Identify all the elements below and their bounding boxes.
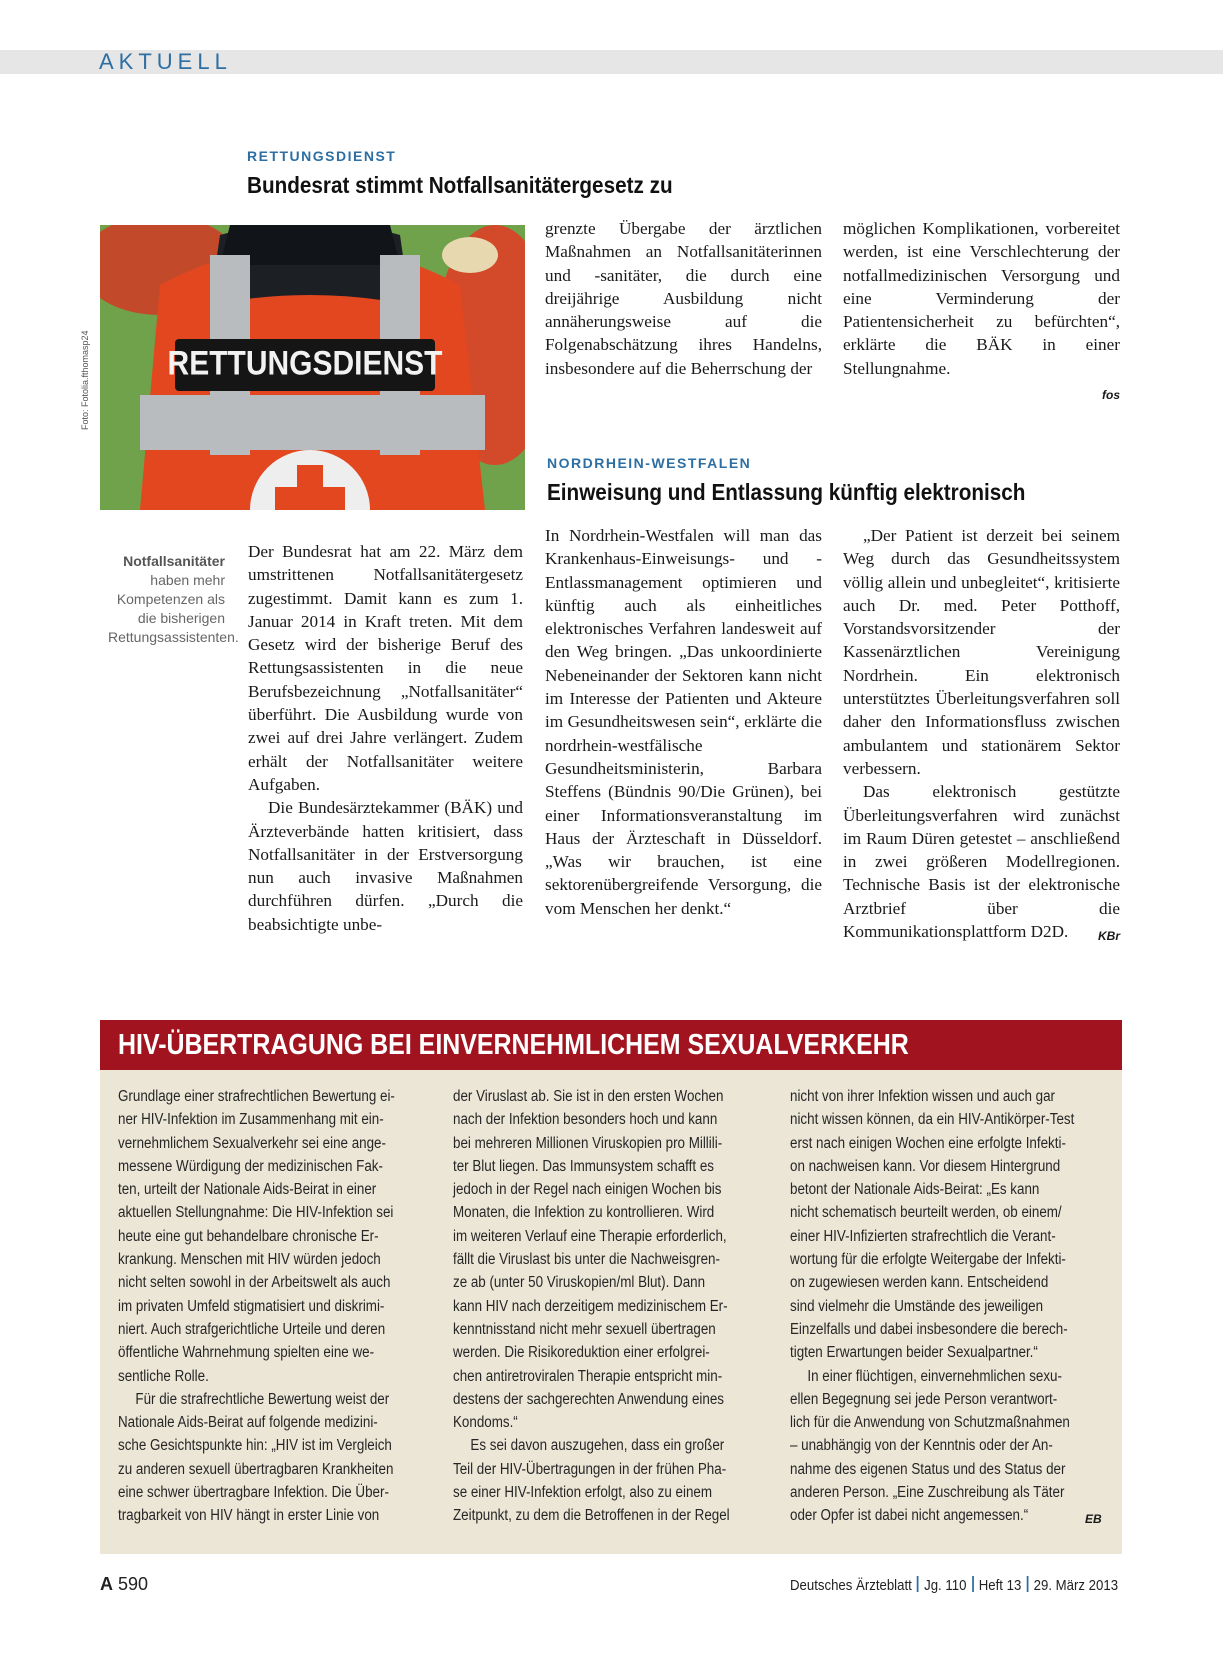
info-box-line: nicht selten sowohl in der Arbeitswelt als auch bbox=[118, 1274, 391, 1292]
article2-column-1 bbox=[545, 524, 822, 920]
info-box-column-2 bbox=[453, 1085, 763, 1528]
info-box-line: Teil der HIV-Übertragungen in der frühen Pha- bbox=[453, 1460, 727, 1478]
info-box-line: messene Würdigung der medizinischen Fak- bbox=[118, 1157, 383, 1175]
article1-column-3 bbox=[843, 217, 1120, 407]
info-box-title: HIV-ÜBERTRAGUNG BEI EINVERNEHMLICHEM SEXUALVERKEHR bbox=[118, 1029, 909, 1061]
info-box-line: Einzelfalls und dabei insbesondere die berech- bbox=[790, 1320, 1068, 1338]
info-box-line: zu anderen sexuell übertragbaren Krankheiten bbox=[118, 1460, 394, 1478]
article2-col2-paragraph-2: Das elektronisch gestützte Überleitungsverfahren wird zunächst im Raum Düren getestet – anschließend in zwei größeren Modellregionen. Technische Basis ist der elektronische Arztbrief über die Kommunikationsplattform D2D. bbox=[843, 782, 1120, 942]
info-box-line: ner HIV-Infektion im Zusammenhang mit ein- bbox=[118, 1111, 384, 1129]
info-box-line: kenntnisstand nicht mehr sexuell übertragen bbox=[453, 1320, 716, 1338]
article1-headline: Bundesrat stimmt Notfallsanitätergesetz zu bbox=[247, 172, 673, 198]
section-label: AKTUELL bbox=[99, 49, 232, 74]
info-box-line: krankung. Menschen mit HIV würden jedoch bbox=[118, 1251, 381, 1269]
info-box-line: aktuellen Stellungnahme: Die HIV-Infektion sei bbox=[118, 1204, 394, 1222]
info-box-line: Zeitpunkt, zu dem die Betroffenen in der Regel bbox=[453, 1507, 730, 1525]
info-box-line: niert. Auch strafgerichtliche Urteile und deren bbox=[118, 1320, 386, 1338]
info-box-line: Monaten, die Infektion zu kontrollieren. Wird bbox=[453, 1204, 715, 1222]
info-box-line: vernehmlichem Sexualverkehr sei eine ange- bbox=[118, 1134, 386, 1152]
footer-journal: Deutsches Ärzteblatt bbox=[790, 1577, 912, 1594]
info-box-line: heute eine gut behandelbare chronische Er- bbox=[118, 1227, 379, 1245]
article1-col3-paragraph: möglichen Komplikationen, vorbereitet werden, ist eine Verschlechterung der notfallmedizinischen Versorgung und eine Verminderung der Patientensicherheit zu befürchten“, erklärte die BÄK in einer Stellungnahme. bbox=[843, 219, 1120, 378]
info-box-line: destens der sachgerechten Anwendung eines bbox=[453, 1390, 724, 1408]
footer-date: 29. März 2013 bbox=[1033, 1577, 1119, 1594]
info-box-line: jedoch in der Regel nach einigen Wochen bis bbox=[453, 1181, 722, 1199]
article1-col2-paragraph: grenzte Übergabe der ärztlichen Maßnahmen an Notfallsanitäterinnen und -sanitäter, die durch eine dreijährige Ausbildung nicht annäherungsweise auf die Folgenabschätzung ihres Handelns, insbesondere auf die Beherrschung der bbox=[545, 219, 822, 378]
info-box-line: ze ab (unter 50 Viruskopien/ml Blut). Dann bbox=[453, 1274, 706, 1292]
article1-column-1 bbox=[248, 540, 523, 936]
article1-column-2 bbox=[545, 217, 822, 380]
info-box-line: tigten Erwartungen beider Sexualpartner.“ bbox=[790, 1344, 1038, 1362]
article1-signature: fos bbox=[1102, 388, 1120, 403]
info-box-line: In einer flüchtigen, einvernehmlichen sexu- bbox=[807, 1367, 1062, 1385]
article1-kicker: RETTUNGSDIENST bbox=[247, 148, 397, 164]
page-number-value: 590 bbox=[118, 1574, 149, 1594]
article1-photo bbox=[100, 225, 525, 510]
article1-col1-paragraph-2: Die Bundesärztekammer (BÄK) und Ärzteverbände hatten kritisiert, dass Notfallsanitäter in der Erstversorgung nun auch invasive Maßnahmen durchführen dürfen. „Durch die beabsichtigte unbe- bbox=[248, 798, 523, 934]
info-box-line: im weiteren Verlauf eine Therapie erforderlich, bbox=[453, 1227, 727, 1245]
caption-text: haben mehr Kompetenzen als die bisherigen Rettungsassistenten. bbox=[108, 572, 239, 645]
info-box-line: oder Opfer ist dabei nicht angemessen.“ bbox=[790, 1507, 1029, 1525]
photo-patch-text: RETTUNGSDIENST bbox=[167, 343, 443, 382]
info-box-signature: EB bbox=[1085, 1512, 1102, 1526]
info-box-line: nicht schematisch beurteilt werden, ob einem/ bbox=[790, 1204, 1062, 1222]
info-box-line: werden. Die Risikoreduktion einer erfolgrei- bbox=[453, 1344, 710, 1362]
footer-volume: Jg. 110 bbox=[924, 1577, 967, 1594]
photo-caption bbox=[108, 552, 239, 647]
info-box-column-1 bbox=[118, 1085, 428, 1528]
info-box-line: kann HIV nach derzeitigem medizinischem Er- bbox=[453, 1297, 728, 1315]
info-box-line: ten, urteilt der Nationale Aids-Beirat in einer bbox=[118, 1181, 377, 1199]
info-box-line: chen antiretroviralen Therapie entspricht min- bbox=[453, 1367, 723, 1385]
footer-citation bbox=[790, 1576, 1118, 1596]
info-box-line: Es sei davon auszugehen, dass ein großer bbox=[470, 1437, 725, 1455]
info-box-line: bei mehreren Millionen Viruskopien pro Millili- bbox=[453, 1134, 723, 1152]
info-box-line: im privaten Umfeld stigmatisiert und diskrimi- bbox=[118, 1297, 385, 1315]
info-box-line: fällt die Viruslast bis unter die Nachweisgren- bbox=[453, 1251, 720, 1269]
info-box-line: Für die strafrechtliche Bewertung weist der bbox=[135, 1390, 390, 1408]
info-box-line: on zugewiesen werden kann. Entscheidend bbox=[790, 1274, 1049, 1292]
article1-col1-paragraph-1: Der Bundesrat hat am 22. März dem umstrittenen Notfallsanitätergesetz zugestimmt. Damit kann es zum 1. Januar 2014 in Kraft treten. Mit dem Gesetz wird der bisherige Beruf des Rettungsassistenten in die neue Berufsbezeichnung „Notfallsanitäter“ überführt. Die Ausbildung wurde von zwei auf drei Jahre verlängert. Zudem erhält der Notfallsanitäter weitere Aufgaben. bbox=[248, 542, 523, 794]
info-box-line: se einer HIV-Infektion erfolgt, also zu einem bbox=[453, 1484, 713, 1502]
photo-credit: Foto: Fotolia.fthomasp24 bbox=[80, 330, 90, 430]
info-box-line: nach der Infektion besonders hoch und kann bbox=[453, 1111, 718, 1129]
info-box-line: erst nach einigen Wochen eine erfolgte Infekti- bbox=[790, 1134, 1066, 1152]
info-box-line: ter Blut liegen. Das Immunsystem schafft es bbox=[453, 1157, 714, 1175]
info-box-column-3 bbox=[790, 1085, 1100, 1528]
info-box-line: betont der Nationale Aids-Beirat: „Es kann bbox=[790, 1181, 1040, 1199]
info-box-line: anderen Person. „Eine Zuschreibung als Täter bbox=[790, 1484, 1065, 1502]
info-box-line: Nationale Aids-Beirat auf folgende medizini- bbox=[118, 1414, 378, 1432]
info-box-line: sentliche Rolle. bbox=[118, 1367, 209, 1385]
article2-headline: Einweisung und Entlassung künftig elektronisch bbox=[547, 479, 1026, 505]
caption-bold: Notfallsanitäter bbox=[123, 553, 225, 569]
footer-issue: Heft 13 bbox=[978, 1577, 1022, 1594]
article2-column-2 bbox=[843, 524, 1120, 949]
article2-col1-paragraph: In Nordrhein-Westfalen will man das Krankenhaus-Einweisungs- und -Entlassmanagement optimieren und künftig auch als einheitliches elektronisches Verfahren landesweit auf den Weg bringen. „Das unkoordinierte Nebeneinander der Sektoren kann nicht im Interesse der Patienten und Akteure im Gesundheitswesen sein“, erklärte die nordrhein-westfälische Gesundheitsministerin, Barbara Steffens (Bündnis 90/Die Grünen), bei einer Informationsveranstaltung im Haus der Ärzteschaft in Düsseldorf. „Was wir brauchen, ist eine sektorenübergreifende Versorgung, die vom Menschen her denkt.“ bbox=[545, 526, 822, 918]
page-number bbox=[100, 1574, 148, 1595]
info-box-line: nahme des eigenen Status und des Status der bbox=[790, 1460, 1066, 1478]
info-box-line: sche Gesichtspunkte hin: „HIV ist im Vergleich bbox=[118, 1437, 392, 1455]
article2-kicker: NORDRHEIN-WESTFALEN bbox=[547, 455, 752, 471]
info-box-line: ellen Begegnung sei jede Person verantwort- bbox=[790, 1390, 1058, 1408]
info-box-line: – unabhängig von der Kenntnis oder der An- bbox=[790, 1437, 1053, 1455]
info-box-line: lich für die Anwendung von Schutzmaßnahmen bbox=[790, 1414, 1070, 1432]
article2-signature: KBr bbox=[1097, 929, 1120, 944]
info-box-line: sind vielmehr die Umstände des jeweiligen bbox=[790, 1297, 1044, 1315]
info-box-line: der Viruslast ab. Sie ist in den ersten Wochen bbox=[453, 1088, 724, 1105]
info-box-line: öffentliche Wahrnehmung spielten eine we- bbox=[118, 1344, 375, 1362]
info-box-line: Kondoms.“ bbox=[453, 1414, 518, 1432]
paramedic-jacket-image bbox=[100, 225, 525, 510]
info-box-line: nicht wissen können, da ein HIV-Antikörper-Test bbox=[790, 1111, 1075, 1129]
info-box-line: Grundlage einer strafrechtlichen Bewertung ei- bbox=[118, 1088, 395, 1105]
info-box-line: einer HIV-Infizierten strafrechtlich die Verant- bbox=[790, 1227, 1056, 1245]
info-box-line: on nachweisen kann. Vor diesem Hintergrund bbox=[790, 1157, 1061, 1175]
info-box-line: wortung für die erfolgte Weitergabe der Infekti- bbox=[790, 1251, 1066, 1269]
info-box-line: tragbarkeit von HIV hängt in erster Linie von bbox=[118, 1507, 380, 1525]
article2-col2-paragraph-1: „Der Patient ist derzeit bei seinem Weg durch das Gesundheitssystem völlig allein und unbegleitet“, kritisierte auch Dr. med. Peter Potthoff, Vorstandsvorsitzender der Kassenärztlichen Vereinigung Nordrhein. Ein elektronisch unterstütztes Überleitungsverfahren soll daher den Informationsfluss zwischen ambulantem und stationärem Sektor verbessern. bbox=[843, 526, 1120, 778]
page-prefix: A bbox=[100, 1574, 113, 1594]
info-box-line: eine schwer übertragbare Infektion. Die Über- bbox=[118, 1484, 389, 1502]
info-box-line: nicht von ihrer Infektion wissen und auch gar bbox=[790, 1088, 1055, 1105]
